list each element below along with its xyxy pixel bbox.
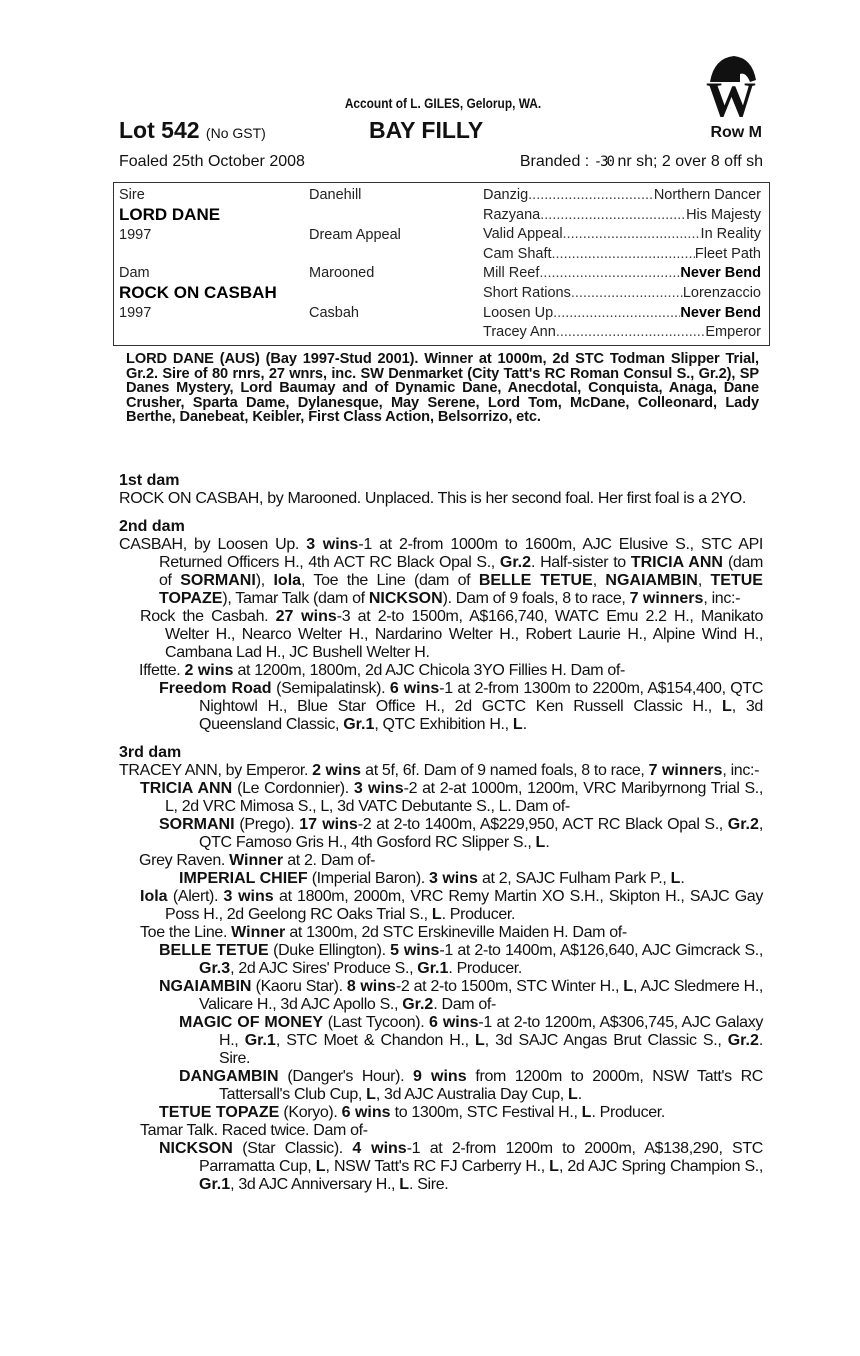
gen3-sire: Emperor (705, 324, 761, 341)
text-run: (Last Tycoon). (323, 1014, 429, 1031)
text-run: (Alert). (167, 888, 224, 905)
bold-run: Gr.2 (402, 996, 434, 1013)
dot-leader (540, 207, 686, 223)
text-run: -1 at 2-from 1300m to 2200m, A$154,400, QTC Nightowl H., Blue Star Office H., 2d GCTC Ken Russell Classic H., (199, 680, 764, 715)
branded-details: nr sh; 2 over 8 off sh (617, 153, 763, 170)
bold-run: MAGIC OF MONEY (179, 1014, 324, 1031)
text-run: -2 at 2-to 1500m, STC Winter H., (395, 978, 624, 995)
sire-summary: LORD DANE (AUS) (Bay 1997-Stud 2001). Winner at 1000m, 2d STC Todman Slipper Trial, Gr.2. Sire of 80 rnrs, 27 wnrs, inc. SW Denmarket (City Tatt's RC Roman Consul S., Gr.2), SP Danes Mystery, Lord Baumay and of Dynamic Dane, Anecdotal, Conquista, Anaga, Dane Crusher, Sparta Dame, Dylanesque, May Serene, Lord Tom, McDane, Colleonard, Lady Berthe, Danebeat, Keibler, First Class Action, Belsorrizo, etc. (126, 351, 759, 426)
dot-leader (556, 324, 706, 340)
bold-run: L (549, 1158, 559, 1175)
text-run: , QTC Famoso Gris H., 4th Gosford RC Slipper S., (199, 816, 763, 851)
text-run: . Half-sister to (531, 554, 631, 571)
bold-run: 17 wins (299, 816, 358, 833)
dam-lines (119, 462, 763, 1194)
text-run: . Producer. (591, 1104, 665, 1121)
pedigree-entry (119, 924, 763, 942)
bold-run: Gr.3 (199, 960, 231, 977)
bold-run: 2 wins (184, 662, 234, 679)
dam-year: 1997 (119, 305, 152, 321)
bold-run: NICKSON (368, 590, 443, 607)
text-run: -2 at 2-at 1000m, 1200m, VRC Maribyrnong Trial S., L, 2d VRC Mimosa S., L, 3d VATC Debutante S., L. Dam of- (165, 780, 763, 815)
text-run: ), Tamar Talk (dam of (222, 590, 369, 607)
text-run: Grey Raven. (139, 852, 230, 869)
bold-run: L (315, 1158, 326, 1175)
text-run: from 1200m to 2000m, NSW Tatt's RC Tattersall's Club Cup, (219, 1068, 763, 1103)
brand-info (520, 153, 763, 171)
text-run: , 2d AJC Sires' Produce S., (230, 960, 418, 977)
text-run: (Semipalatinsk). (271, 680, 390, 697)
bold-run: L (721, 698, 732, 715)
text-run: , QTC Exhibition H., (374, 716, 513, 733)
bold-run: 7 winners (629, 590, 704, 607)
bold-run: TRICIA ANN (140, 780, 233, 797)
text-run: . Producer. (441, 906, 516, 923)
dot-leader (553, 305, 680, 321)
brand-mark: -30 (593, 154, 613, 170)
gen3-horse: Cam Shaft (483, 245, 552, 262)
bold-run: 3 wins (223, 888, 274, 905)
text-run: . Sire. (219, 1032, 763, 1067)
text-run: Rock the Casbah. (140, 608, 276, 625)
bold-run: TRICIA ANN (630, 554, 723, 571)
bold-run: Winner (229, 852, 284, 869)
pedigree-entry (119, 536, 763, 608)
pedigree-entry (119, 942, 763, 978)
row-location: Row M (710, 124, 762, 141)
gen3-sire: Fleet Path (694, 245, 761, 262)
text-run: (Star Classic). (232, 1140, 353, 1157)
text-run: . Dam of- (433, 996, 496, 1013)
text-run: , AJC Sledmere H., Valicare H., 3d AJC Apollo S., (199, 978, 764, 1013)
bold-run: L (399, 1176, 410, 1193)
text-run: (dam of (159, 554, 764, 589)
text-run: , inc:- (722, 762, 760, 779)
bold-run: 4 wins (352, 1140, 407, 1157)
pedigree-entry (119, 1104, 763, 1122)
section-heading: 2nd dam (119, 518, 185, 535)
text-run: TRACEY ANN, by Emperor. (119, 762, 313, 779)
text-run: , (592, 572, 606, 589)
pedigree-gen3-row (483, 246, 761, 262)
text-run: , 3d Queensland Classic, (199, 698, 763, 733)
bold-run: 5 wins (390, 942, 440, 959)
bold-run: Winner (231, 924, 286, 941)
dot-leader (563, 226, 701, 242)
sire-year: 1997 (119, 227, 152, 243)
gen3-horse: Valid Appeal (483, 226, 563, 243)
pedigree-gen3-row (483, 226, 761, 242)
bold-run: NICKSON (159, 1140, 233, 1157)
bold-run: 3 wins (353, 780, 404, 797)
text-run: -1 at 2-from 1000m to 1600m, AJC Elusive S., STC API Returned Officers H., 4th ACT RC Black Opal S., (159, 536, 764, 571)
branded-label: Branded : (519, 153, 590, 170)
text-run: at 1800m, 2000m, VRC Remy Martin XO S.H., Skipton H., SAJC Gay Poss H., 2d Geelong RC Oaks Trial S., (165, 888, 764, 923)
bold-run: 6 wins (341, 1104, 391, 1121)
pedigree-entry (119, 608, 763, 662)
text-run: (Duke Ellington). (268, 942, 391, 959)
text-run: . Producer. (448, 960, 522, 977)
bold-run: Gr.2 (727, 816, 759, 833)
sire-name: LORD DANE (119, 205, 221, 224)
text-run: (Imperial Baron). (307, 870, 429, 887)
bold-run: Gr.1 (244, 1032, 276, 1049)
text-run: , STC Moet & Chandon H., (275, 1032, 475, 1049)
pedigree-entry (119, 662, 763, 680)
gen3-horse: Danzig (483, 187, 529, 203)
pedigree-entry (119, 852, 763, 870)
gen3-sire: Northern Dancer (653, 187, 761, 203)
text-run: at 2, SAJC Fulham Park P., (477, 870, 671, 887)
bold-run: TETUE TOPAZE (159, 1104, 280, 1121)
text-run: (Kaoru Star). (251, 978, 347, 995)
bold-run: BELLE TETUE (478, 572, 593, 589)
text-run: at 1200m, 1800m, 2d AJC Chicola 3YO Fillies H. Dam of- (233, 662, 625, 679)
stud-logo (700, 52, 764, 120)
pedigree-entry (119, 1122, 763, 1140)
text-run: -3 at 2-to 1500m, A$166,740, WATC Emu 2.2 H., Manikato Welter H., Nearco Welter H., Nardarino Welter H., Robert Laurie H., Alpine Wind H., Cambana Lad H., JC Bushell Welter H. (165, 608, 763, 661)
bold-run: IMPERIAL CHIEF (179, 870, 308, 887)
dot-leader (552, 246, 695, 262)
bold-run: 6 wins (428, 1014, 479, 1031)
bold-run: 6 wins (389, 680, 440, 697)
dot-leader (528, 187, 654, 203)
text-run: , (697, 572, 711, 589)
text-run: Iffette. (139, 662, 185, 679)
bold-run: 8 wins (346, 978, 396, 995)
bold-run: Gr.2 (727, 1032, 759, 1049)
text-run: (Prego). (234, 816, 300, 833)
pedigree-gen3-row (483, 207, 761, 223)
bold-run: 3 wins (306, 536, 359, 553)
gen3-horse: Short Rations (483, 285, 571, 301)
text-run: ). Dam of 9 foals, 8 to race, (442, 590, 630, 607)
bold-run: Freedom Road (159, 680, 272, 697)
text-run: at 2. Dam of- (283, 852, 376, 869)
dams-dam: Casbah (309, 305, 359, 321)
text-run: (Le Cordonnier). (232, 780, 354, 797)
bold-run: Iola (273, 572, 302, 589)
bold-run: BELLE TETUE (159, 942, 269, 959)
lot-number (119, 117, 266, 144)
bold-run: L (567, 1086, 578, 1103)
bold-run: L (366, 1086, 376, 1103)
lot-label: Lot 542 (119, 117, 200, 143)
text-run: (Danger's Hour). (278, 1068, 413, 1085)
bold-run: Gr.1 (417, 960, 449, 977)
pedigree-entry (119, 762, 763, 780)
bold-run: L (431, 906, 442, 923)
text-run: , NSW Tatt's RC FJ Carberry H., (325, 1158, 550, 1175)
bold-run: 2 wins (312, 762, 362, 779)
gen3-horse: Mill Reef (483, 265, 540, 282)
bold-run: NGAIAMBIN (605, 572, 698, 589)
text-run: , 3d SAJC Angas Brut Classic S., (484, 1032, 728, 1049)
sire-label: Sire (119, 187, 145, 203)
text-run: ), (255, 572, 274, 589)
bold-run: L (581, 1104, 592, 1121)
text-run: Tamar Talk. Raced twice. Dam of- (140, 1122, 368, 1139)
gen3-horse: Razyana (483, 206, 541, 223)
bold-run: L (512, 716, 523, 733)
pedigree-table (113, 182, 770, 346)
bold-run: Gr.1 (343, 716, 375, 733)
text-run: CASBAH, by Loosen Up. (119, 536, 307, 553)
pedigree-entry (119, 870, 763, 888)
text-run: -1 at 2-to 1400m, A$126,640, AJC Gimcrack S., (439, 942, 763, 959)
pedigree-entry (119, 978, 763, 1014)
text-run: (Koryo). (279, 1104, 342, 1121)
pedigree-entry (119, 888, 763, 924)
pedigree-entry (119, 1140, 763, 1194)
bold-run: L (623, 978, 634, 995)
bold-run: 9 wins (413, 1068, 467, 1085)
text-run: , 2d AJC Spring Champion S., (558, 1158, 763, 1175)
bold-run: SORMANI (180, 572, 256, 589)
bold-run: Gr.1 (199, 1176, 231, 1193)
bold-run: L (474, 1032, 485, 1049)
text-run: -1 at 2-to 1200m, A$306,745, AJC Galaxy H., (219, 1014, 764, 1049)
svg-text:W: W (706, 71, 756, 120)
text-run: , 3d AJC Anniversary H., (230, 1176, 400, 1193)
pedigree-gen3-row (483, 265, 761, 281)
text-run: , Toe the Line (dam of (301, 572, 479, 589)
gen3-sire: His Majesty (686, 206, 761, 223)
dam-label: Dam (119, 265, 150, 281)
vendor-account: Account of L. GILES, Gelorup, WA. (344, 95, 542, 111)
bold-run: 3 wins (429, 870, 478, 887)
text-run: Toe the Line. (140, 924, 232, 941)
text-run: . (545, 834, 550, 851)
gen3-sire: Lorenzaccio (682, 285, 761, 301)
text-run: . (680, 870, 685, 887)
gen3-horse: Loosen Up (483, 304, 554, 321)
bold-run: TETUE TOPAZE (159, 572, 763, 607)
bold-run: NGAIAMBIN (159, 978, 252, 995)
dam-name: ROCK ON CASBAH (119, 283, 277, 302)
gen3-horse: Tracey Ann (483, 324, 556, 341)
text-run: -2 at 2-to 1400m, A$229,950, ACT RC Black Opal S., (357, 816, 728, 833)
bold-run: Iola (140, 888, 168, 905)
text-run: at 5f, 6f. Dam of 9 named foals, 8 to race, (361, 762, 649, 779)
colour-sex: BAY FILLY (369, 117, 484, 143)
sires-dam: Dream Appeal (309, 227, 401, 243)
bold-run: 7 winners (648, 762, 723, 779)
bold-run: Gr.2 (499, 554, 532, 571)
pedigree-entry (119, 1014, 763, 1068)
bold-run: 27 wins (275, 608, 337, 625)
foaled-date: Foaled 25th October 2008 (119, 153, 305, 170)
pedigree-entry (119, 780, 763, 816)
bold-run: L (670, 870, 681, 887)
gst-note: (No GST) (205, 125, 266, 141)
text-run: , inc:- (703, 590, 741, 607)
pedigree-entry (119, 1068, 763, 1104)
text-run: , 3d AJC Australia Day Cup, (375, 1086, 568, 1103)
bold-run: SORMANI (159, 816, 235, 833)
dot-leader (571, 285, 683, 301)
sires-sire: Danehill (309, 187, 362, 203)
dams-sire: Marooned (309, 265, 375, 281)
pedigree-gen3-row (483, 324, 761, 340)
bold-run: L (535, 834, 546, 851)
text-run: at 1300m, 2d STC Erskineville Maiden H. Dam of- (285, 924, 627, 941)
section-heading: 1st dam (119, 472, 180, 489)
pedigree-gen3-row (483, 305, 761, 321)
text-run: . (577, 1086, 582, 1103)
pedigree-gen3-row (483, 285, 761, 301)
text-run: . Sire. (409, 1176, 449, 1193)
text-run: -1 at 2-from 1200m to 2000m, A$138,290, STC Parramatta Cup, (199, 1140, 763, 1175)
pedigree-gen3-row (483, 187, 761, 203)
text-run: ROCK ON CASBAH, by Marooned. Unplaced. This is her second foal. Her first foal is a 2YO. (119, 490, 746, 507)
bold-run: DANGAMBIN (179, 1068, 279, 1085)
pedigree-entry (119, 816, 763, 852)
pedigree-entry (119, 490, 763, 508)
section-heading: 3rd dam (119, 744, 182, 761)
gen3-sire: Never Bend (680, 265, 761, 282)
gen3-sire: In Reality (700, 226, 761, 243)
text-run: to 1300m, STC Festival H., (390, 1104, 582, 1121)
pedigree-entry (119, 680, 763, 734)
dot-leader (539, 265, 680, 281)
text-run: . (522, 716, 527, 733)
gen3-sire: Never Bend (680, 304, 761, 321)
